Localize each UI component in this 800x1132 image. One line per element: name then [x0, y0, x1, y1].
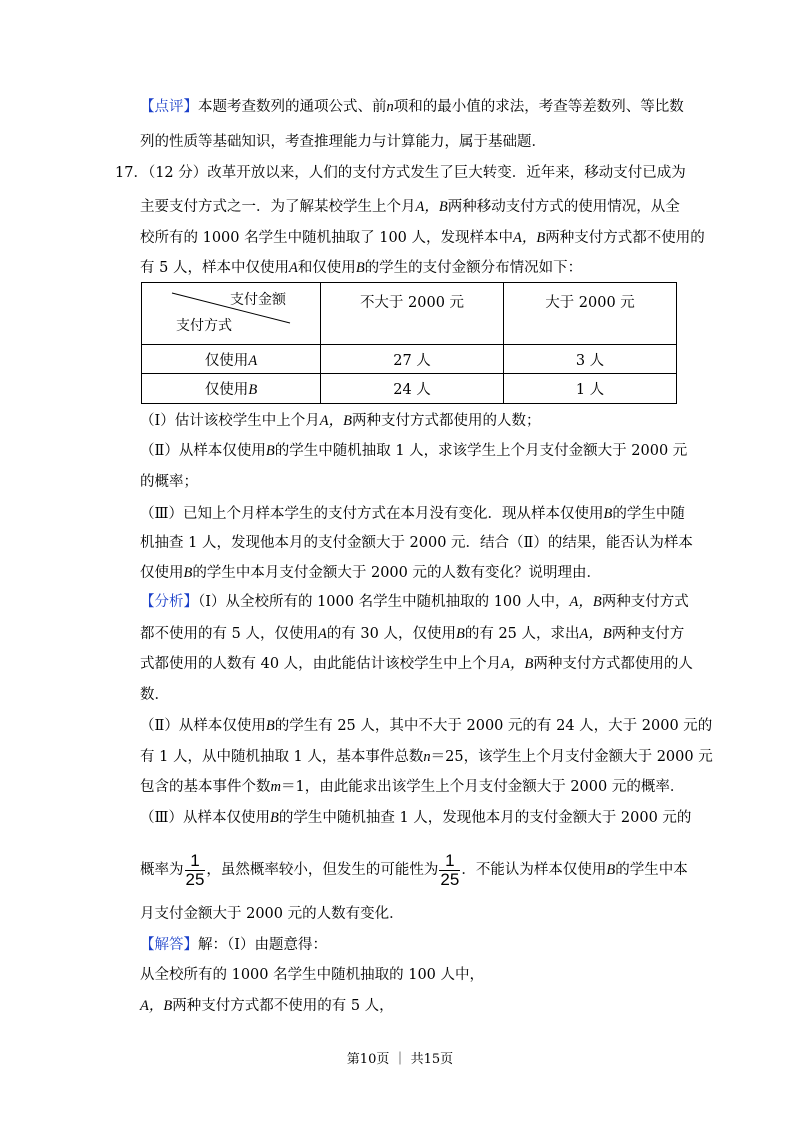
col-header-1: 不大于 2000 元 [321, 283, 504, 345]
row-label: 仅使用A [142, 345, 321, 374]
problem-number: 17． [115, 165, 148, 181]
comment-line-1: 【点评】本题考查数列的通项公式、前n项和的最小值的求法，考查等差数列、等比数 [140, 99, 684, 115]
analysis-line-6: 有 1 人，从中随机抽取 1 人，基本事件总数n＝25，该学生上个月支付金额大于 2000 元 [140, 749, 713, 765]
problem-line-4: 有 5 人，样本中仅使用A和仅使用B的学生的支付金额分布情况如下： [140, 260, 583, 276]
payment-table [141, 282, 677, 404]
question-3-line-1: （Ⅲ）已知上个月样本学生的支付方式在本月没有变化．现从样本仅使用B的学生中随 [140, 506, 685, 522]
analysis-line-7: 包含的基本事件个数m＝1，由此能求出该学生上个月支付金额大于 2000 元的概率． [140, 779, 685, 795]
analysis-line-3: 式都使用的人数有 40 人，由此能估计该校学生中上个月A，B两种支付方式都使用的人 [140, 656, 693, 672]
table-row [142, 345, 677, 374]
question-3-line-3: 仅使用B的学生中本月支付金额大于 2000 元的人数有变化？说明理由． [140, 565, 601, 581]
page-total: 共15页 [410, 1052, 454, 1067]
analysis-line-9: 概率为 $\frac{1}{25}$ ，虽然概率较小，但发生的可能性为 $\frac{1}{25}$ ．不能认为样本仅使用B的学生中本 [140, 850, 688, 889]
comment-line-2: 列的性质等基础知识，考查推理能力与计算能力，属于基础题． [140, 134, 546, 150]
problem-line-1: 17．（12 分）改革开放以来，人们的支付方式发生了巨大转变．近年来，移动支付已成为 [115, 165, 686, 181]
problem-line-2: 主要支付方式之一．为了解某校学生上个月A，B两种移动支付方式的使用情况，从全 [140, 199, 680, 215]
answer-line-3: A，B两种支付方式都不使用的有 5 人， [140, 998, 394, 1014]
answer-line-1: 【解答】解：（Ⅰ）由题意得： [140, 937, 327, 953]
cell-value: 24 人 [321, 374, 504, 404]
cell-value: 1 人 [504, 374, 677, 404]
question-2-line-2: 的概率； [140, 474, 198, 490]
diag-top-label: 支付金额 [230, 292, 286, 308]
answer-line-2: 从全校所有的 1000 名学生中随机抽取的 100 人中， [140, 967, 485, 983]
comment-tag: 【点评】 [140, 99, 198, 115]
table-row [142, 374, 677, 404]
diagonal-header-cell [142, 283, 321, 345]
row-label: 仅使用B [142, 374, 321, 404]
cell-value: 3 人 [504, 345, 677, 374]
question-3-line-2: 机抽查 1 人，发现他本月的支付金额大于 2000 元．结合（Ⅱ）的结果，能否认为样本 [140, 535, 693, 551]
analysis-line-8: （Ⅲ）从样本仅使用B的学生中随机抽查 1 人，发现他本月的支付金额大于 2000 元的 [140, 810, 692, 826]
problem-line-3: 校所有的 1000 名学生中随机抽取了 100 人，发现样本中A，B两种支付方式都不使用的 [140, 230, 705, 246]
answer-tag: 【解答】 [140, 937, 198, 953]
cell-value: 27 人 [321, 345, 504, 374]
footer-separator: ｜ [393, 1052, 407, 1067]
fraction: $\frac{1}{25}$ [440, 850, 460, 889]
page-number: 第10页 [346, 1052, 390, 1067]
analysis-line-2: 都不使用的有 5 人，仅使用A的有 30 人，仅使用B的有 25 人，求出A，B两种支付方 [140, 626, 685, 642]
question-2-line-1: （Ⅱ）从样本仅使用B的学生中随机抽取 1 人，求该学生上个月支付金额大于 2000 元 [140, 443, 688, 459]
analysis-line-10: 月支付金额大于 2000 元的人数有变化． [140, 906, 404, 922]
analysis-line-5: （Ⅱ）从样本仅使用B的学生有 25 人，其中不大于 2000 元的有 24 人，大于 2000 元的 [140, 718, 713, 734]
analysis-line-1: 【分析】（Ⅰ）从全校所有的 1000 名学生中随机抽取的 100 人中，A，B两种支付方式 [140, 594, 689, 610]
question-1: （Ⅰ）估计该校学生中上个月A，B两种支付方式都使用的人数； [140, 413, 541, 429]
analysis-line-4: 数． [140, 687, 169, 703]
page-footer [0, 1048, 800, 1067]
analysis-tag: 【分析】 [140, 594, 198, 610]
col-header-2: 大于 2000 元 [504, 283, 677, 345]
fraction: $\frac{1}{25}$ [185, 850, 205, 889]
diag-bottom-label: 支付方式 [176, 318, 232, 334]
